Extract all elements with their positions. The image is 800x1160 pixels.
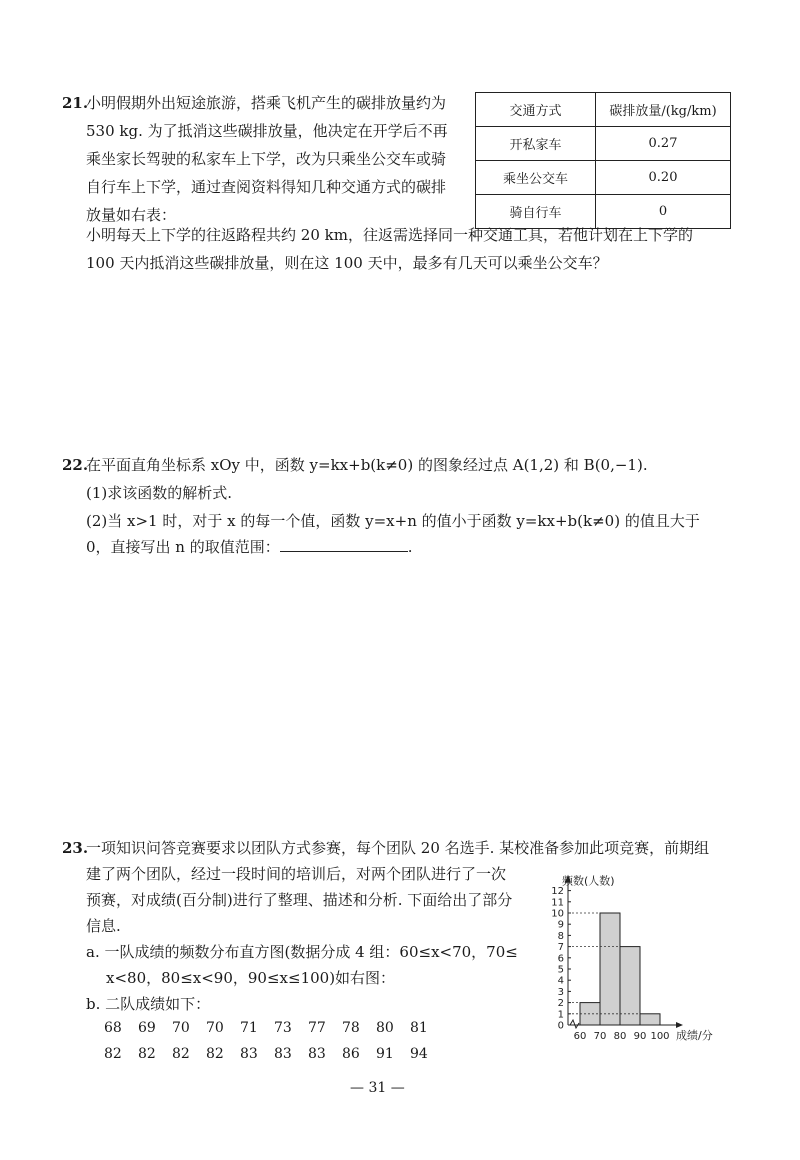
q22-part-2b-line	[86, 537, 413, 557]
q21-line-4: 自行车上下学，通过查阅资料得知几种交通方式的碳排	[86, 178, 447, 196]
y-tick-label: 8	[557, 930, 564, 942]
q23-line-5: a. 一队成绩的频数分布直方图(数据分成 4 组：60≤x<70，70≤	[86, 943, 518, 961]
score-value: 80	[376, 1020, 394, 1036]
y-tick-label: 4	[557, 975, 564, 987]
x-axis-arrow	[676, 1022, 683, 1028]
table-row	[476, 195, 731, 229]
score-value: 73	[274, 1020, 292, 1036]
q21-line-1: 小明假期外出短途旅游，搭乘飞机产生的碳排放量约为	[86, 94, 447, 112]
score-value: 83	[308, 1046, 326, 1062]
axis-break-mark	[570, 1020, 579, 1028]
score-value: 82	[138, 1046, 156, 1062]
score-value: 69	[138, 1020, 156, 1036]
answer-blank[interactable]	[280, 537, 408, 552]
table-cell-mode: 乘坐公交车	[476, 161, 596, 195]
score-value: 82	[172, 1046, 190, 1062]
x-tick-label: 100	[650, 1031, 670, 1042]
score-value: 82	[104, 1046, 122, 1062]
q22-part-2b: 0，直接写出 n 的取值范围：	[86, 538, 280, 556]
score-value: 78	[342, 1020, 360, 1036]
y-tick-label: 2	[557, 998, 564, 1010]
question-21-number: 21.	[62, 94, 89, 112]
page-number: — 31 —	[350, 1080, 405, 1096]
q23-line-4: 信息.	[86, 917, 121, 935]
scores-row-1	[104, 1020, 444, 1036]
q21-question-line-1: 小明每天上下学的往返路程共约 20 km，往返需选择同一种交通工具，若他计划在上下学的	[86, 226, 693, 244]
q21-line-3: 乘坐家长驾驶的私家车上下学，改为只乘坐公交车或骑	[86, 150, 447, 168]
y-tick-label: 0	[557, 1020, 564, 1032]
score-value: 70	[206, 1020, 224, 1036]
table-header-mode: 交通方式	[476, 93, 596, 127]
y-tick-label: 3	[557, 986, 564, 998]
table-header-row	[476, 93, 731, 127]
y-tick-label: 9	[557, 919, 564, 931]
table-cell-mode: 骑自行车	[476, 195, 596, 229]
table-row	[476, 161, 731, 195]
y-axis-label: 频数(人数)	[562, 874, 615, 888]
score-value: 83	[240, 1046, 258, 1062]
x-tick-label: 80	[613, 1031, 627, 1042]
y-tick-label: 10	[551, 908, 564, 920]
q23-line-3: 预赛，对成绩(百分制)进行了整理、描述和分析. 下面给出了部分	[86, 891, 513, 909]
score-value: 94	[410, 1046, 428, 1062]
x-tick-label: 60	[573, 1031, 587, 1042]
y-tick-label: 11	[551, 897, 564, 909]
q21-line-2: 530 kg. 为了抵消这些碳排放量，他决定在开学后不再	[86, 122, 448, 140]
q23-line-2: 建了两个团队，经过一段时间的培训后，对两个团队进行了一次	[86, 865, 507, 883]
y-tick-label: 12	[551, 886, 564, 898]
table-cell-mode: 开私家车	[476, 127, 596, 161]
frequency-histogram	[540, 862, 740, 1052]
q23-line-1: 一项知识问答竞赛要求以团队方式参赛，每个团队 20 名选手. 某校准备参加此项竞赛，前期组	[86, 839, 710, 857]
score-value: 70	[172, 1020, 190, 1036]
y-tick-label: 5	[557, 964, 564, 976]
table-header-emission: 碳排放量/(kg/km)	[596, 93, 731, 127]
histogram-bar	[620, 947, 640, 1025]
score-value: 82	[206, 1046, 224, 1062]
question-23-number: 23.	[62, 839, 89, 857]
q22-part-1: (1)求该函数的解析式.	[86, 484, 233, 502]
x-axis-label: 成绩/分	[676, 1029, 713, 1042]
score-value: 77	[308, 1020, 326, 1036]
q22-part-2-end: .	[407, 538, 413, 556]
table-cell-value: 0.20	[596, 161, 731, 195]
score-value: 91	[376, 1046, 394, 1062]
x-tick-label: 70	[593, 1031, 607, 1042]
scores-row-2	[104, 1046, 444, 1062]
q21-line-5: 放量如右表：	[86, 206, 177, 224]
y-tick-label: 1	[557, 1009, 564, 1021]
table-cell-value: 0.27	[596, 127, 731, 161]
histogram-bar	[600, 913, 620, 1025]
carbon-emission-table	[475, 92, 731, 229]
score-value: 71	[240, 1020, 258, 1036]
question-22-number: 22.	[62, 456, 89, 474]
table-row	[476, 127, 731, 161]
q22-line-1: 在平面直角坐标系 xOy 中，函数 y=kx+b(k≠0) 的图象经过点 A(1,2) 和 B(0,−1).	[86, 456, 648, 474]
score-value: 81	[410, 1020, 428, 1036]
q21-question-line-2: 100 天内抵消这些碳排放量，则在这 100 天中，最多有几天可以乘坐公交车？	[86, 254, 608, 272]
x-tick-label: 90	[633, 1031, 647, 1042]
q23-line-6: x<80，80≤x<90，90≤x≤100)如右图：	[106, 969, 396, 987]
q23-line-7: b. 二队成绩如下：	[86, 995, 211, 1013]
q22-part-2a: (2)当 x>1 时，对于 x 的每一个值，函数 y=x+n 的值小于函数 y=kx+b(k≠0) 的值且大于	[86, 512, 700, 530]
score-value: 68	[104, 1020, 122, 1036]
table-cell-value: 0	[596, 195, 731, 229]
score-value: 83	[274, 1046, 292, 1062]
score-value: 86	[342, 1046, 360, 1062]
y-tick-label: 6	[557, 953, 564, 965]
histogram-bar	[640, 1014, 660, 1025]
y-tick-label: 7	[557, 942, 564, 954]
